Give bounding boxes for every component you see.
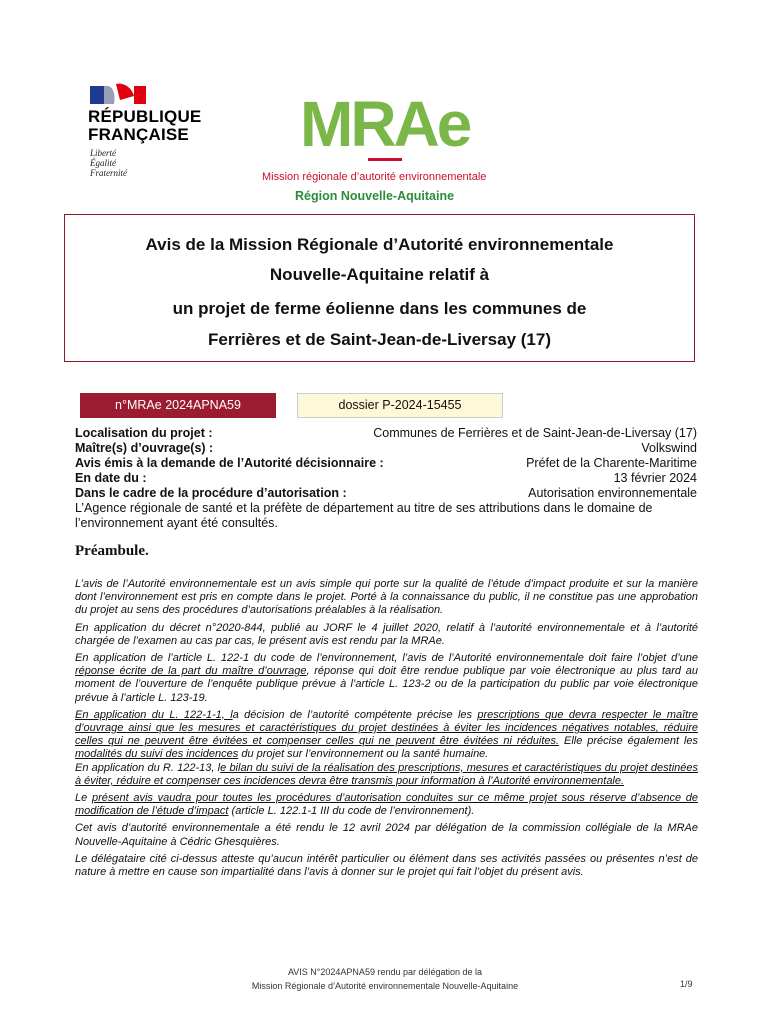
mrae-subtitle: Mission régionale d’autorité environnementale — [262, 171, 487, 183]
footer — [0, 965, 770, 993]
info-key: Avis émis à la demande de l’Autorité décisionnaire : — [75, 456, 384, 470]
mrae-logo-text: MRAe — [300, 92, 470, 154]
region-name: Région Nouvelle-Aquitaine — [295, 189, 455, 203]
title-box — [64, 214, 695, 362]
underlined-span: modalités du suivi des incidences — [75, 748, 239, 761]
info-key: Localisation du projet : — [75, 426, 213, 440]
underlined-span: e bilan du suivi de la réalisation des prescriptions, mesures et caractéristiques du projet destinées à éviter, réduire et compenser ces incidences devra être transmis pour information à l’Autorité environnementale. — [75, 761, 698, 787]
underlined-span: En application du L. 122-1-1, l — [75, 708, 233, 721]
footer-line-1: AVIS N°2024APNA59 rendu par délégation de la — [287, 967, 483, 977]
info-row-localisation — [75, 426, 697, 441]
mrae-number-box: n°MRAe 2024APNA59 — [80, 393, 276, 418]
info-value: Volkswind — [641, 441, 697, 455]
dossier-number-box: dossier P-2024-15455 — [297, 393, 503, 418]
info-value: Préfet de la Charente-Maritime — [526, 456, 697, 470]
text-span: En application de l’article L. 122-1 du code de l’environnement, l’avis de l’Autorité environnementale doit faire l’objet d’une — [75, 652, 698, 665]
rf-motto-egalite: Égalité — [90, 158, 116, 168]
info-row-maitre-ouvrage — [75, 441, 697, 456]
republique-francaise-logo — [78, 76, 208, 186]
footer-line-2: Mission Régionale d’Autorité environnementale Nouvelle-Aquitaine — [251, 981, 519, 991]
text-span: , réponse qui doit être rendue publique par voie électronique au plus tard au moment de l’ouverture de l’enquête publique prévue à l’article L. 123-2 ou de la participation du public par voie électronique prévue à l’article L. 123-19. — [75, 665, 698, 704]
title-line-3: un projet de ferme éolienne dans les communes de — [172, 299, 587, 318]
preambule-paragraph-5 — [75, 762, 698, 788]
preambule-paragraph-4 — [75, 709, 698, 762]
underlined-span: présent avis vaudra pour toutes les procédures d’autorisation conduites sur ce même projet sous réserve d’absence de modification de l’étude d’impact — [75, 792, 699, 818]
info-value: Communes de Ferrières et de Saint-Jean-de-Liversay (17) — [373, 426, 697, 440]
info-row-date — [75, 471, 697, 486]
preambule-paragraph-2: En application du décret n°2020-844, publié au JORF le 4 juillet 2020, relatif à l’autorité environnementale et à l’autorité chargée de l’examen au cas par cas, le présent avis est rendu par la MRAe. — [75, 621, 698, 647]
underlined-span: prescriptions que devra respecter le maître d’ouvrage ainsi que les mesures et caractéristiques du projet destinées à éviter les incidences négatives notables, réduire celles qui ne peuvent être évitées et compenser celles qui ne peuvent être évitées ni réduites. — [75, 708, 698, 748]
preambule-paragraph-6 — [75, 792, 698, 818]
preambule-body — [75, 578, 698, 883]
marianne-icon — [90, 82, 146, 106]
rf-name-line1: RÉPUBLIQUE — [88, 107, 202, 126]
mrae-red-bar — [368, 158, 402, 161]
preambule-paragraph-7: Cet avis d’autorité environnementale a été rendu le 12 avril 2024 par délégation de la commission collégiale de la MRAe Nouvelle-Aquitaine à Cédric Ghesquières. — [75, 822, 698, 848]
info-key: Maître(s) d’ouvrage(s) : — [75, 441, 214, 455]
project-info — [75, 426, 697, 531]
page-number: 1/9 — [680, 979, 693, 989]
preambule-paragraph-3 — [75, 652, 698, 705]
underlined-span: réponse écrite de la part du maître d’ouvrage — [75, 665, 307, 678]
preambule-paragraph-8: Le délégataire cité ci-dessus atteste qu’aucun intérêt particulier ou élément dans ses activités passées ou présentes n’est de nature à mettre en cause son impartialité dans l’avis à donner sur le projet qui fait l’objet du présent avis. — [75, 852, 698, 879]
text-span: du projet sur l’environnement ou la santé humaine. — [238, 748, 489, 761]
info-value: Autorisation environnementale — [528, 486, 697, 500]
info-paragraph: L’Agence régionale de santé et la préfète de département au titre de ses attributions dans le domaine de l’environnement ayant été consultés. — [75, 501, 653, 530]
info-row-procedure — [75, 486, 697, 501]
info-key: En date du : — [75, 471, 147, 485]
text-span: Elle précise également les — [559, 735, 698, 748]
rf-name — [88, 108, 201, 144]
preambule-heading: Préambule. — [75, 543, 149, 559]
text-span: Le — [75, 792, 92, 805]
title-line-2: Nouvelle-Aquitaine relatif à — [269, 265, 490, 284]
rf-motto-liberte: Liberté — [90, 148, 116, 158]
rf-motto-fraternite: Fraternité — [90, 168, 127, 178]
text-span: a décision de l’autorité compétente précise les — [232, 708, 478, 721]
mrae-logo — [300, 92, 472, 154]
title-line-4: Ferrières et de Saint-Jean-de-Liversay (17) — [208, 330, 551, 349]
info-value: 13 février 2024 — [613, 471, 697, 485]
text-span: (article L. 122.1-1 III du code de l’environnement). — [228, 805, 475, 818]
info-key: Dans le cadre de la procédure d’autorisation : — [75, 486, 347, 500]
title-line-1: Avis de la Mission Régionale d’Autorité environnementale — [145, 235, 614, 254]
text-span: En application du R. 122-13, l — [75, 761, 221, 774]
rf-name-line2: FRANÇAISE — [88, 125, 189, 144]
info-row-autorite — [75, 456, 697, 471]
preambule-paragraph-1: L’avis de l’Autorité environnementale est un avis simple qui porte sur la qualité de l’étude d’impact produite et sur la manière dont l’environnement est pris en compte dans le projet. Porté à la connaissance du public, il ne constitue pas une approbation du projet au sens des procédures d’autorisations préalables à la réalisation. — [75, 578, 698, 617]
rf-motto — [90, 148, 127, 178]
